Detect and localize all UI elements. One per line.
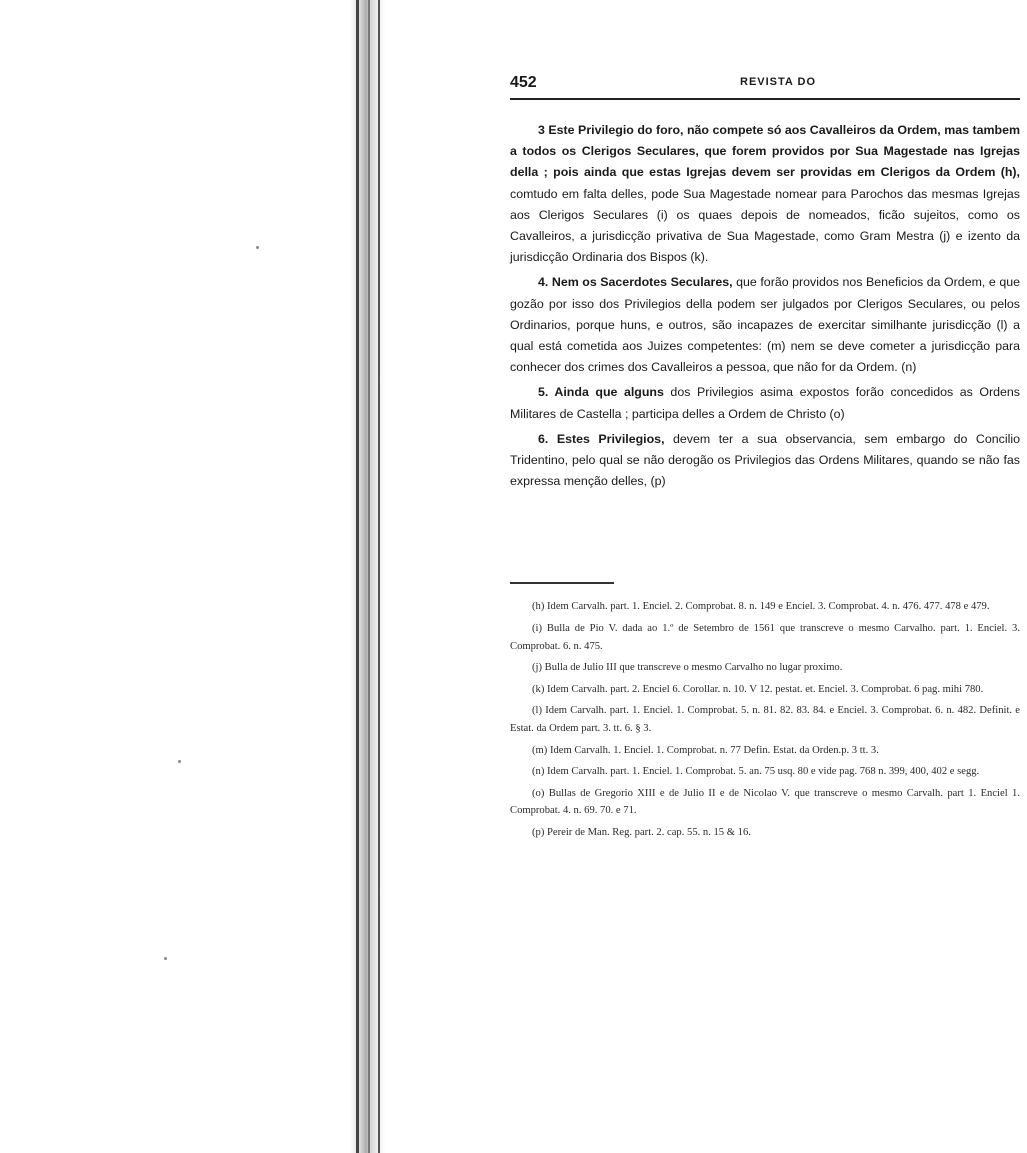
paragraph-lead: 6. Estes Privilegios, <box>538 431 665 446</box>
paragraph <box>510 272 1020 378</box>
page-number: 452 <box>510 74 537 91</box>
paper-speck <box>164 957 167 960</box>
paragraph-text: devem ter a sua observancia, sem embargo do Concilio Tridentino, pelo qual se não derogão os Privilegios das Ordens Militares, quando se não fas expressa menção delles, (p) <box>510 431 1020 489</box>
footnote: (j) Bulla de Julio III que transcreve o mesmo Carvalho no lugar proximo. <box>532 662 843 674</box>
paper-speck <box>178 760 181 763</box>
book-gutter <box>0 0 440 1153</box>
paragraph <box>510 120 1020 268</box>
footnote: (m) Idem Carvalh. 1. Enciel. 1. Comprobat. n. 77 Defin. Estat. da Orden.p. 3 tt. 3. <box>532 744 879 756</box>
paragraph-lead: 3 Este Privilegio do foro, não compete só aos Cavalleiros da Ordem, mas tambem a todos os Clerigos Seculares, que forem providos por Sua Magestade nas Igrejas della ; pois ainda que estas Igrejas devem ser providas em Clerigos da Ordem (h), <box>510 123 1020 180</box>
footnote: (n) Idem Carvalh. part. 1. Enciel. 1. Comprobat. 5. an. 75 usq. 80 e vide pag. 768 n. 399, 400, 402 e segg. <box>532 766 980 778</box>
footnote: (p) Pereir de Man. Reg. part. 2. cap. 55. n. 15 & 16. <box>532 826 751 838</box>
paragraph-text: dos Privilegios asima expostos forão concedidos as Ordens Militares de Castella ; participa delles a Ordem de Christo (o) <box>510 385 1020 421</box>
book-page <box>510 72 1020 846</box>
page-header <box>510 72 1020 94</box>
paragraph-lead: 5. Ainda que alguns <box>538 385 664 400</box>
gutter-edge <box>356 0 359 1153</box>
gutter-edge <box>368 0 370 1153</box>
footnote-rule <box>510 582 614 584</box>
footnote: (i) Bulla de Pio V. dada ao 1.º de Setembro de 1561 que transcreve o mesmo Carvalho. part. 1. Enciel. 3. Comprobat. 6. n. 475. <box>510 623 1020 652</box>
paragraph <box>510 429 1020 493</box>
footnote: (k) Idem Carvalh. part. 2. Enciel 6. Corollar. n. 10. V 12. pestat. et. Enciel. 3. Comprobat. 6 pag. mihi 780. <box>532 683 984 695</box>
body-text <box>510 120 1020 492</box>
paragraph-text: comtudo em falta delles, pode Sua Magestade nomear para Parochos das mesmas Igrejas aos Clerigos Seculares (i) os quaes depois de nomeados, ficão sujeitos, como os Cavalleiros, a jurisdicção privativa de Sua Magestade, como Gram Mestra (j) e izento da jurisdicção Ordinaria dos Bispos (k). <box>510 186 1020 265</box>
footnote: (h) Idem Carvalh. part. 1. Enciel. 2. Comprobat. 8. n. 149 e Enciel. 3. Comprobat. 4. n. 476. 477. 478 e 479. <box>532 601 990 613</box>
running-head: REVISTA DO <box>740 76 817 88</box>
paragraph-lead: 4. Nem os Sacerdotes Seculares, <box>538 275 733 290</box>
footnote: (l) Idem Carvalh. part. 1. Enciel. 1. Comprobat. 5. n. 81. 82. 83. 84. e Enciel. 3. Comprobat. 6. n. 482. Definit. e Estat. da Ordem part. 3. tt. 6. § 3. <box>510 705 1020 735</box>
footnotes <box>510 598 1020 841</box>
footnote: (o) Bullas de Gregorio XIII e de Julio II e de Nicolao V. que transcreve o mesmo Carvalh. part 1. Enciel 1. Comprobat. 4. n. 69. 70. e 71. <box>510 787 1020 817</box>
paragraph <box>510 382 1020 424</box>
header-rule <box>510 98 1020 100</box>
paragraph-text: que forão providos nos Beneficios da Ordem, e que gozão por isso dos Privilegios della podem ser julgados por Clerigos Seculares, ou pelos Ordinarios, porque huns, e outros, são incapazes de exercitar similhante jurisdicção (l) a qual está cometida aos Juizes competentes: (m) nem se deve cometer a jurisdicção para conhecer dos crimes dos Cavalleiros a pessoa, que não for da Ordem. (n) <box>510 275 1020 375</box>
paper-speck <box>256 246 259 249</box>
gutter-edge <box>378 0 380 1153</box>
